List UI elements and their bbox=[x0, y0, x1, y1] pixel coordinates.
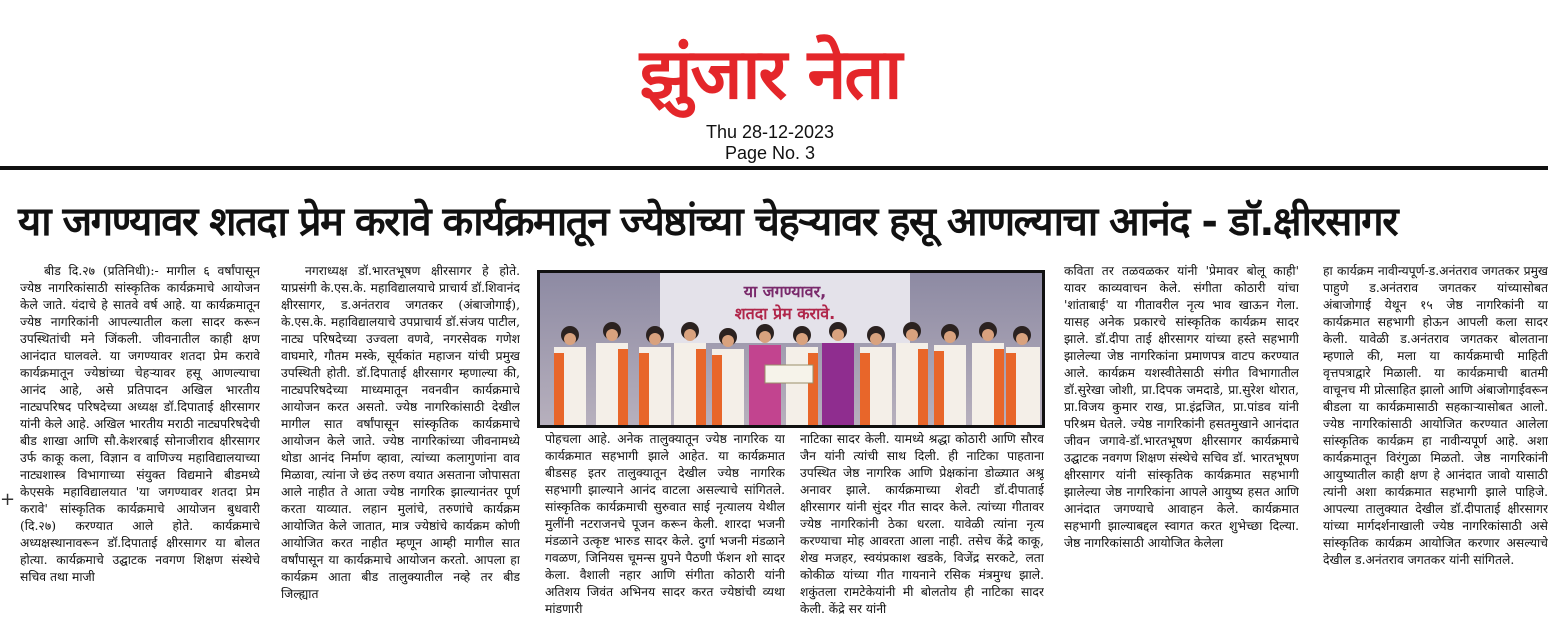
article-column-6 bbox=[1323, 263, 1548, 634]
masthead-divider bbox=[0, 166, 1548, 170]
article-column-1 bbox=[20, 263, 260, 634]
article-column-2 bbox=[281, 263, 520, 634]
page-number: Page No. 3 bbox=[724, 143, 816, 163]
event-photo-illustration bbox=[540, 273, 1042, 425]
column-4-text: नाटिका सादर केली. यामध्ये श्रद्धा कोठारी आणि सौरव जैन यांनी त्यांची साथ दिली. ही नाटिका पाहताना उपस्थित जेष्ठ नागरिक आणि प्रेक्षकांना डोळ्यात अश्रू अनावर झाले. कार्यक्रमाच्या शेवटी डॉ.दीपाताई क्षीरसागर यांनी सुंदर गीत सादर केले. त्यांच्या गीतावर ज्येष्ठ नागरिकांनी ठेका धरला. यावेळी त्यांना नृत्य करण्याचा मोह आवरता आला नाही. तसेच केंद्रे काकू, शेख मजहर, स्वयंप्रकाश खडके, विजेंद्र सरकटे, लता कोकीळ यांच्या गीत गायनाने रसिक मंत्रमुग्ध झाले. शकुंतला रामटेकेयांनी मी बोलतोय ही नाटिका सादर केली. केंद्रे सर यांनी bbox=[800, 432, 1044, 616]
event-photo bbox=[537, 270, 1045, 428]
article-column-3 bbox=[545, 431, 785, 634]
column-5-text: कविता तर तळवळकर यांनी 'प्रेमावर बोलू काही' यावर काव्यवाचन केले. संगीता कोठारी यांचा 'शांताबाई' या गीतावरील नृत्य भाव खाऊन गेला. यासह अनेक प्रकारचे सांस्कृतिक कार्यक्रम सादर झाले. डॉ.दीपा ताई क्षीरसागर यांच्या हस्ते सहभागी झालेल्या जेष्ठ नागरिकांना प्रमाणपत्र वाटप करण्यात आले. कार्यक्रम यशस्वीतेसाठी संगीत विभागातील डॉ.सुरेखा जोशी, प्रा.दिपक जमदाडे, प्रा.सुरेश थोरात, प्रा.विजय कुमार राख, प्रा.इंद्रजित, प्रा.पांडव यांनी परिश्रम घेतले. ज्येष्ठ नागरिकांनी हसतमुखाने आनंदात जीवन जगावे-डॉ.भारतभूषण क्षीरसागर कार्यक्रमाचे उद्घाटक नवगण शिक्षण संस्थेचे सचिव डॉ. भारतभूषण क्षीरसागर यांनी सांस्कृतिक कार्यक्रमात सहभागी झालेल्या जेष्ठ नागरिकांना आपले आयुष्य हसत आणि आनंदात जगण्याचे आवाहन केले. कार्यक्रमात सहभागी झाल्याबद्दल स्वागत करत शुभेच्छा दिल्या. जेष्ठ नागरिकांसाठी आयोजित केलेला bbox=[1064, 264, 1299, 550]
crop-mark: + bbox=[0, 489, 16, 510]
banner-text-2: शतदा प्रेम करावे. bbox=[734, 304, 836, 323]
edition-date: Thu 28-12-2023 bbox=[705, 122, 835, 142]
column-3-text: पोहचला आहे. अनेक तालुक्यातून ज्येष्ठ नागरिक या कार्यक्रमात सहभागी झाले आहेत. या कार्यक्रमात बीडसह इतर तालुक्यातून देखील ज्येष्ठ नागरिक सहभागी झाल्याने आनंद वाटला असल्याचे सांगितले. सांस्कृतिक कार्यक्रमाची सुरुवात साई नृत्यालय येथील मुलींनी नटराजनचे पूजन करून केली. शारदा भजनी मंडळाने उत्कृष्ट भारुड सादर केले. दुर्गा भजनी मंडळाने गवळण, जिनियस चूमन्स ग्रुपने पैठणी फॅशन शो सादर केला. वैशाली नहार आणि संगीता कोठारी यांनी अतिशय जिवंत अभिनय सादर करत ज्येष्ठांची व्यथा मांडणारी bbox=[545, 432, 785, 616]
certificate-frame bbox=[765, 365, 813, 383]
newspaper-logo: झुंजार नेता bbox=[639, 33, 901, 115]
article-headline: या जगण्यावर शतदा प्रेम करावे कार्यक्रमातून ज्येष्ठांच्या चेहऱ्यावर हसू आणल्याचा आनंद - डॉ.क्षीरसागर bbox=[18, 199, 1398, 245]
article-column-5 bbox=[1064, 263, 1299, 634]
masthead bbox=[0, 0, 1548, 172]
column-1-text: बीड दि.२७ (प्रतिनिधी):- मागील ६ वर्षांपासून ज्येष्ठ नागरिकांसाठी सांस्कृतिक कार्यक्रमाचे आयोजन केले जाते. यंदाचे हे सातवे वर्ष आहे. या कार्यक्रमातून ज्येष्ठ नागरिकांनी आपल्यातील कला सादर करून उपस्थितांची मने जिंकली. जीवनातील काही क्षण आनंदात घालवले. या जगण्यावर शतदा प्रेम करावे कार्यक्रमातून ज्येष्ठांच्या चेहऱ्यावर हसू आणल्याचा आनंद आहे, असे प्रतिपादन अखिल भारतीय नाट्यपरिषद परिषदेच्या अध्यक्ष डॉ.दिपाताई क्षीरसागर यांनी केले आहे. अखिल भारतीय मराठी नाट्यपरिषदेची बीड शाखा आणि सौ.केशरबाई सोनाजीराव क्षीरसागर उर्फ काकू कला, विज्ञान व वाणिज्य महाविद्यालयाच्या नाट्यशास्त्र विभागाच्या संयुक्त विद्यमाने बीडमध्ये केएसके महाविद्यालयात 'या जगण्यावर शतदा प्रेम करावे' सांस्कृतिक कार्यक्रमाचे आयोजन बुधवारी (दि.२७) करण्यात आले होते. कार्यक्रमाचे अध्यक्षस्थानावरून डॉ.दिपाताई क्षीरसागर या बोलत होत्या. कार्यक्रमाचे उद्घाटक नवगण शिक्षण संस्थेचे सचिव तथा माजी bbox=[20, 264, 260, 584]
column-6-text: हा कार्यक्रम नावीन्यपूर्ण-ड.अनंतराव जगतकर प्रमुख पाहुणे ड.अनंतराव जगतकर यांच्यासोबत अंबाजोगाई येथून १५ जेष्ठ नागरिकांनी या कार्यक्रमात सहभागी होऊन आपली कला सादर केली. यावेळी ड.अनंतराव जगतकर बोलताना म्हणाले की, मला या कार्यक्रमाची माहिती वृत्तपत्राद्वारे मिळाली. या कार्यक्रमाची बातमी वाचूनच मी प्रोत्साहित झालो आणि अंबाजोगाईवरून बीडला या कार्यक्रमासाठी सहकाऱ्यासोबत आलो. ज्येष्ठ नागरिकांसाठी आयोजित करण्यात आलेला सांस्कृतिक कार्यक्रम हा नावीन्यपूर्ण आहे. अशा कार्यक्रमातून विरंगुळा मिळतो. जेष्ठ नागरिकांनी आयुष्यातील काही क्षण हे आनंदात जावो यासाठी त्यांनी अशा कार्यक्रमात सहभागी झाले पाहिजे. आपल्या तालुक्यात देखील डॉ.दीपाताई क्षीरसागर यांच्या मार्गदर्शनाखाली ज्येष्ठ नागरिकांसाठी असे सांस्कृतिक कार्यक्रम आयोजित करणार असल्याचे देखील ड.अनंतराव जगतकर यांनी सांगितले. bbox=[1323, 264, 1548, 567]
column-2-text: नगराध्यक्ष डॉ.भारतभूषण क्षीरसागर हे होते. याप्रसंगी के.एस.के. महाविद्यालयाचे प्राचार्य डॉ.शिवानंद क्षीरसागर, ड.अनंतराव जगतकर (अंबाजोगाई), के.एस.के. महाविद्यालयाचे उपप्राचार्य डॉ.संजय पाटील, नाट्य परिषदेच्या उज्वला वणवे, नगरसेवक गणेश वाघमारे, गौतम मस्के, सूर्यकांत महाजन यांची प्रमुख उपस्थिती होती. डॉ.दिपाताई क्षीरसागर म्हणाल्या की, नाट्यपरिषदेच्या माध्यमातून नवनवीन कार्यक्रमाचे आयोजन करत असतो. ज्येष्ठ नागरिकांसाठी देखील मागील सात वर्षांपासून सांस्कृतिक कार्यक्रमाचे आयोजन केले जाते. ज्येष्ठ नागरिकांच्या जीवनामध्ये थोडा आनंद निर्माण व्हावा, त्यांच्या कलागुणांना वाव मिळावा, त्यांना जे छंद तरुण वयात असताना जोपासता आले नाहीत ते आता ज्येष्ठ नागरिक झाल्यानंतर पूर्ण करता याव्यात. लहान मुलांचे, तरुणांचे कार्यक्रम आयोजित केले जातात, मात्र ज्येष्ठांचे कार्यक्रम कोणी आयोजित करत नाहीत म्हणून आम्ही मागील सात वर्षांपासून या कार्यक्रमाचे आयोजन करतो. आपला हा कार्यक्रम आता बीड तालुक्यातील नव्हे तर बीड जिल्ह्यात bbox=[281, 264, 520, 601]
banner-text-1: या जगण्यावर, bbox=[743, 282, 827, 301]
article-column-4 bbox=[800, 431, 1044, 634]
